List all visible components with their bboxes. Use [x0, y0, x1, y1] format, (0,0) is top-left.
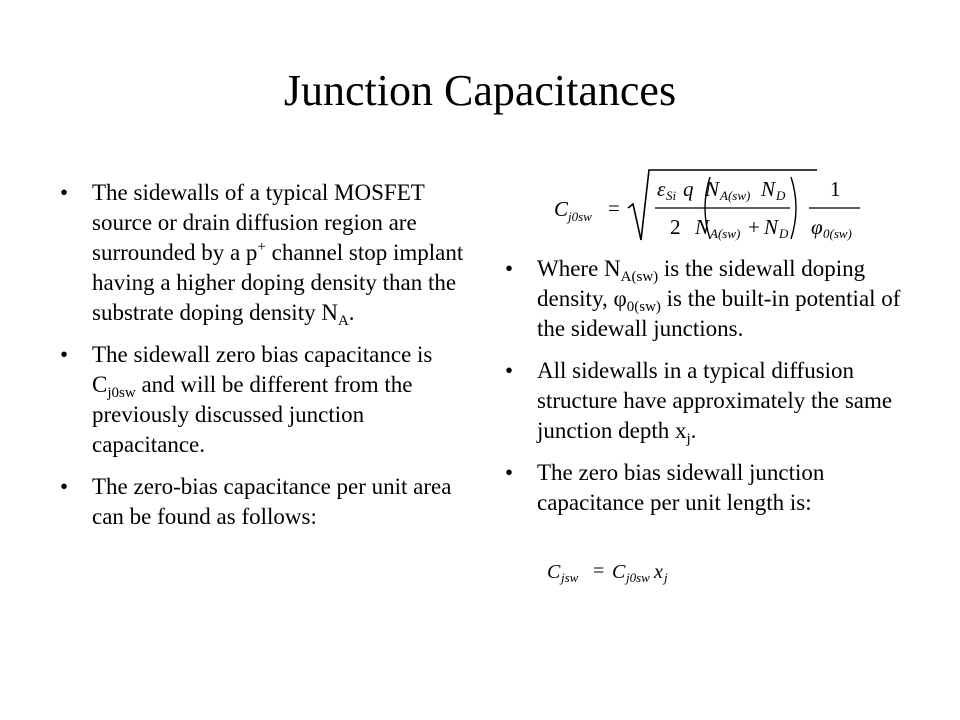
left-bullet-1: • The sidewalls of a typical MOSFET source or drain diffusion region are surrounded by a p+ channel stop implant having a higher doping density than the substrate doping density $N_A$. — [60, 178, 465, 328]
eq2-lhs-c: C — [547, 561, 561, 583]
eq-epsilon: ε — [657, 177, 666, 201]
eq-lhs-c: C — [554, 197, 569, 221]
eq-na-top-sub: A(sw) — [720, 188, 751, 203]
eq-one: 1 — [830, 177, 841, 201]
right-bullet-1: • Where $N_{A(sw)}$ is the sidewall doping density, $\varphi_{0(sw)}$ is the built-in potential of the sidewall junctions. — [505, 254, 925, 344]
eq2-x: x — [654, 561, 663, 583]
eq-phi-sub: 0(sw) — [823, 226, 852, 241]
eq2-lhs-sub: jsw — [561, 570, 579, 585]
eq-nd-bottom-sub: D — [779, 226, 789, 241]
right-paren — [791, 177, 796, 239]
eq-nd-bottom: N — [764, 215, 779, 239]
jsw-capacitance-equation — [545, 557, 715, 589]
slide-title: Junction Capacitances — [283, 66, 677, 115]
eq-phi: φ — [811, 215, 823, 239]
eq-nd-top: N — [761, 177, 776, 201]
eq-lhs-sub: j0sw — [568, 209, 592, 224]
left-bullet-list — [60, 178, 465, 544]
eq-nd-top-sub: D — [776, 188, 786, 203]
eq-q: q — [683, 177, 694, 201]
eq-equals: = — [608, 196, 620, 220]
right-bullet-list — [505, 254, 925, 530]
eq-na-top: N — [705, 177, 720, 201]
eq-na-bottom-sub: A(sw) — [710, 226, 741, 241]
eq-plus: + — [748, 215, 760, 239]
eq-na-bottom: N — [695, 215, 710, 239]
eq2-equals: = — [593, 560, 605, 582]
left-bullet-3: • The zero-bias capacitance per unit area can be found as follows: — [60, 472, 465, 532]
eq-two: 2 — [670, 215, 681, 239]
sidewall-capacitance-equation — [554, 164, 864, 248]
eq-epsilon-sub: Si — [666, 188, 677, 203]
right-bullet-2: • All sidewalls in a typical diffusion structure have approximately the same junction depth $x_j$. — [505, 356, 925, 446]
eq2-c: C — [612, 561, 626, 583]
eq2-c-sub: j0sw — [626, 570, 650, 585]
eq2-x-sub: j — [664, 570, 668, 585]
left-bullet-2: • The sidewall zero bias capacitance is $C_{j0sw}$ and will be different from the previously discussed junction capacitance. — [60, 340, 465, 460]
right-bullet-3: • The zero bias sidewall junction capacitance per unit length is: — [505, 458, 925, 518]
